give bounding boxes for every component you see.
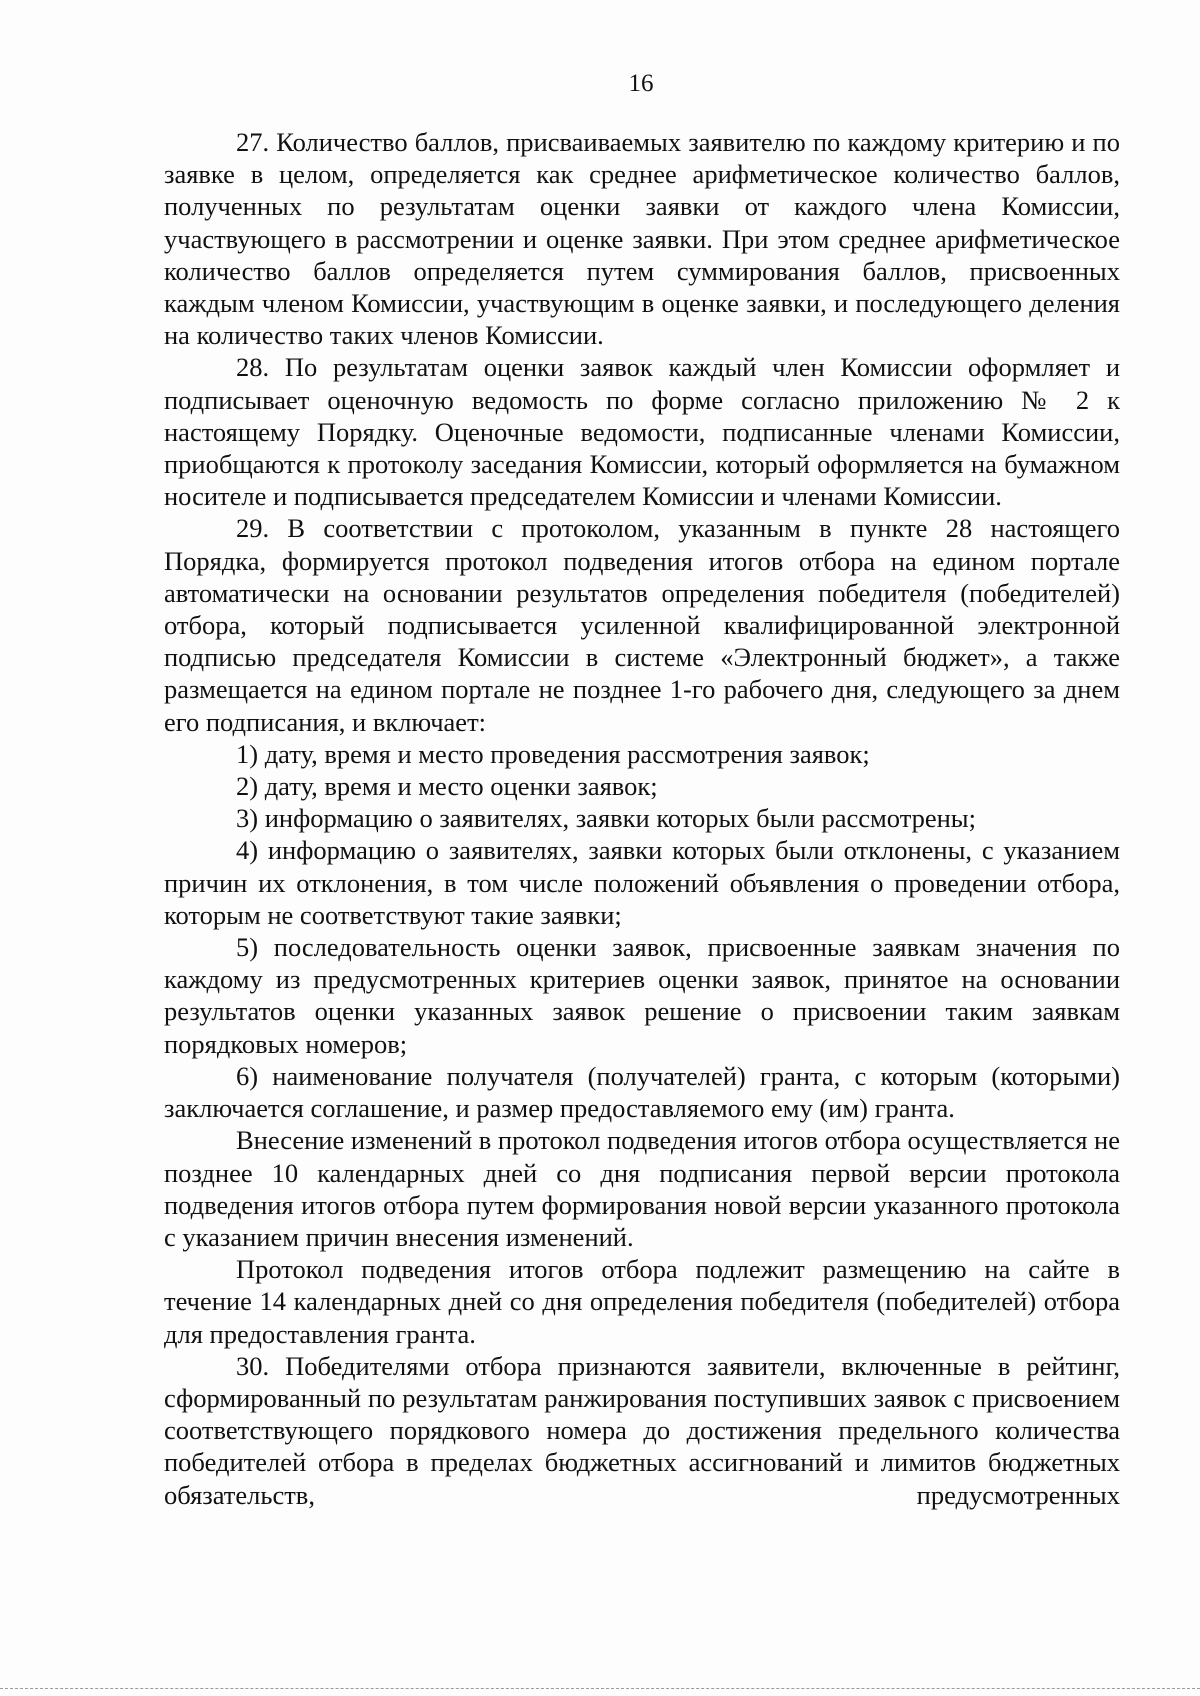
paragraph-27: 27. Количество баллов, присваиваемых заявителю по каждому критерию и по заявке в целом, определяется как среднее арифметическое количество баллов, полученных по результатам оценки заявки от каждого члена Комиссии, участвующего в рассмотрении и оценке заявки. При этом среднее арифметическое количество баллов определяется путем суммирования баллов, присвоенных каждым членом Комиссии, участвующим в оценке заявки, и последующего деления на количество таких членов Комиссии. (164, 127, 1120, 351)
paragraph-amendments: Внесение изменений в протокол подведения итогов отбора осуществляется не позднее 10 календарных дней со дня подписания первой версии протокола подведения итогов отбора путем формирования новой версии указанного протокола с указанием причин внесения изменений. (164, 1125, 1120, 1252)
scan-edge-line (0, 1688, 1200, 1689)
list-item-6: 6) наименование получателя (получателей) гранта, с которым (которыми) заключается соглашение, и размер предоставляемого ему (им) гранта. (164, 1060, 1120, 1124)
paragraph-29: 29. В соответствии с протоколом, указанным в пункте 28 настоящего Порядка, формируется протокол подведения итогов отбора на едином портале автоматически на основании результатов определения победителя (победителей) отбора, который подписывается усиленной квалифицированной электронной подписью председателя Комиссии в системе «Электронный бюджет», а также размещается на едином портале не позднее 1-го рабочего дня, следующего за днем его подписания, и включает: (164, 513, 1120, 737)
page-number: 16 (628, 70, 654, 97)
list-item-5: 5) последовательность оценки заявок, присвоенные заявкам значения по каждому из предусмотренных критериев оценки заявок, принятое на основании результатов оценки указанных заявок решение о присвоении таким заявкам порядковых номеров; (164, 932, 1120, 1059)
paragraph-publication: Протокол подведения итогов отбора подлежит размещению на сайте в течение 14 календарных дней со дня определения победителя (победителей) отбора для предоставления гранта. (164, 1254, 1120, 1349)
document-body (164, 126, 1120, 1511)
paragraph-30: 30. Победителями отбора признаются заявители, включенные в рейтинг, сформированный по результатам ранжирования поступивших заявок с присвоением соответствующего порядкового номера до достижения предельного количества победителей отбора в пределах бюджетных ассигнований и лимитов бюджетных обязательств, предусмотренных (164, 1350, 1120, 1510)
paragraph-28: 28. По результатам оценки заявок каждый член Комиссии оформляет и подписывает оценочную ведомость по форме согласно приложению № 2 к настоящему Порядку. Оценочные ведомости, подписанные членами Комиссии, приобщаются к протоколу заседания Комиссии, который оформляется на бумажном носителе и подписывается председателем Комиссии и членами Комиссии. (164, 352, 1120, 512)
list-item-1: 1) дату, время и место проведения рассмотрения заявок; (236, 738, 870, 769)
list-item-3: 3) информацию о заявителях, заявки которых были рассмотрены; (236, 803, 976, 834)
list-item-2: 2) дату, время и место оценки заявок; (236, 771, 658, 802)
list-item-4: 4) информацию о заявителях, заявки которых были отклонены, с указанием причин их отклонения, в том числе положений объявления о проведении отбора, которым не соответствуют такие заявки; (164, 835, 1120, 930)
